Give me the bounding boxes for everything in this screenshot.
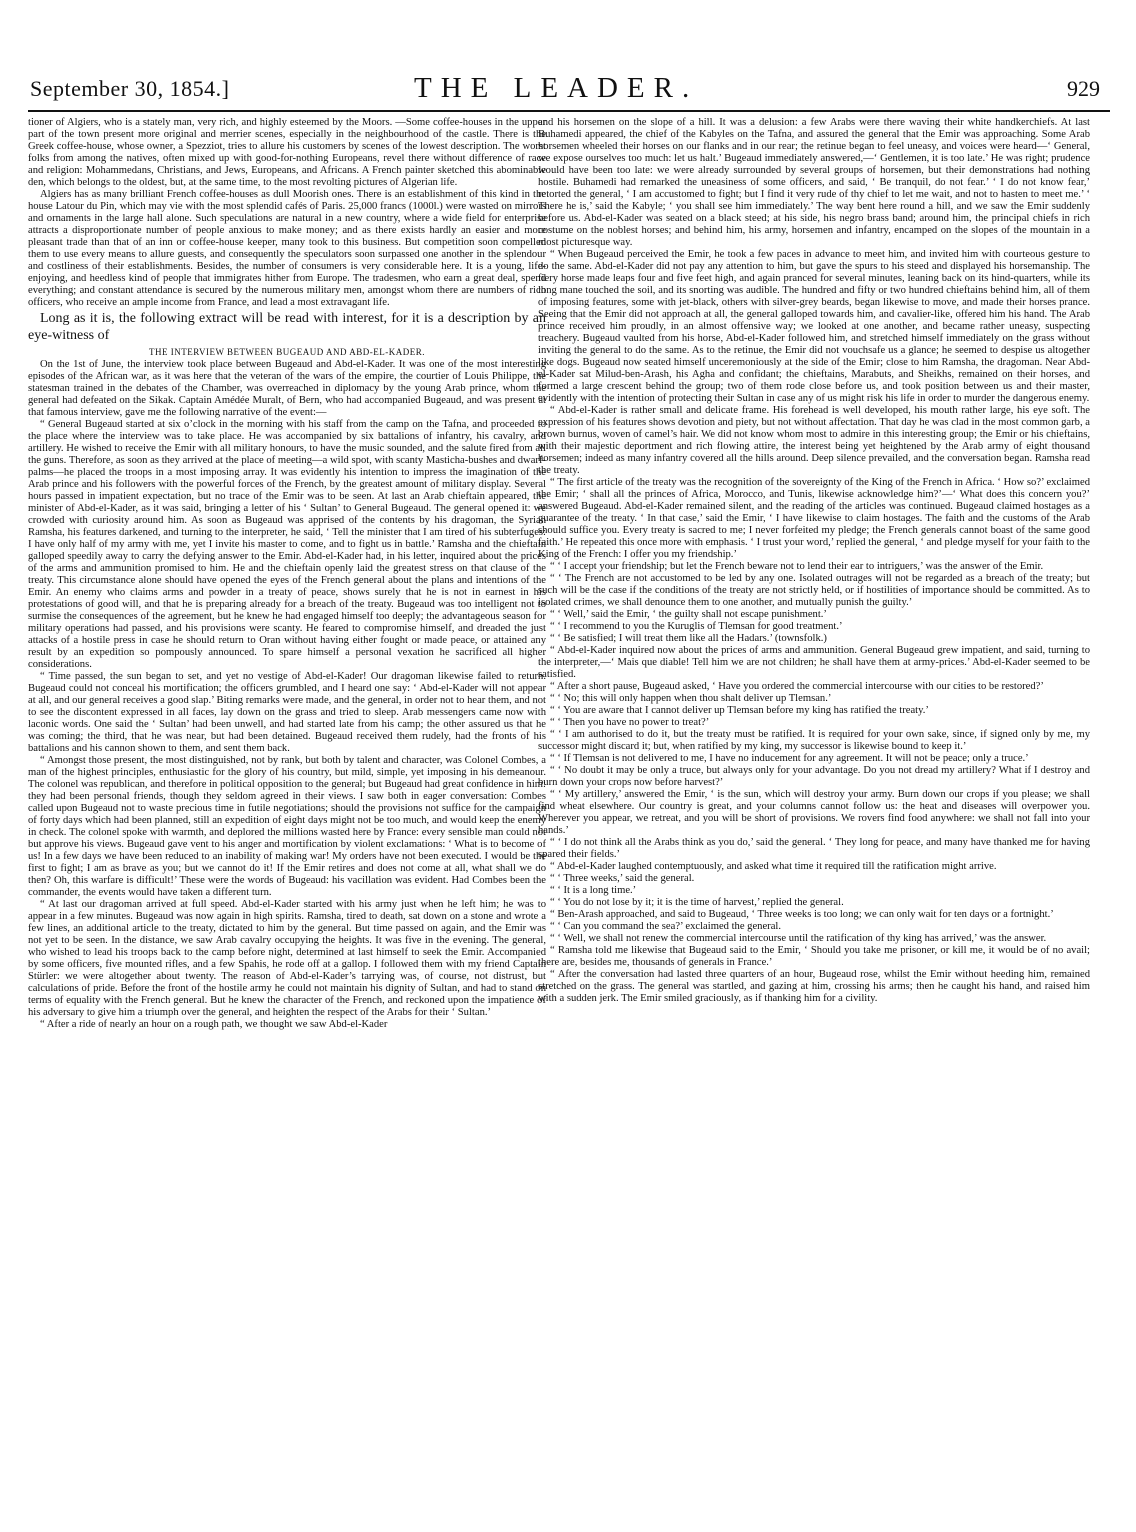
left-column xyxy=(28,117,546,1527)
paragraph: “ Amongst those present, the most distinguished, not by rank, but both by talent and character, was Colonel Combes, a man of the highest principles, enthusiastic for the glory of his country, but mild, simple, yet imposing in his demeanour. The colonel was republican, and therefore in political opposition to the general; but Bugeaud had great confidence in him: they had been personal friends, though they seldom agreed in their views. I saw both in eager conversation: Combes called upon Bugeaud not to waste precious time in futile negotiations; should the provisions not suffice for the campaign of forty days which had been planned, still an expedition of eight days might not be too much, and would keep the enemy in check. The colonel spoke with warmth, and deplored the millions wasted here by France: every sensible man could not but approve his views. Bugeaud gave vent to his anger and mortification by violent exclamations: ‘ What is to become of us! In a few days we have been reduced to an inability of making war! My orders have not been executed. I would be the first to fight; I am as brave as you; but we cannot do it! If the Emir retires and does not come at all, what shall we do then? Oh, this warfare is difficult!’ These were the words of Bugeaud: his vacillation was evident. Had Combes been the commander, the events would have taken a different turn. xyxy=(28,755,546,898)
paragraph: “ ‘ Well, we shall not renew the commercial intercourse until the ratification of thy king has arrived,’ was the answer. xyxy=(550,933,1047,944)
paragraph: “ At last our dragoman arrived at full speed. Abd-el-Kader started with his army just when he left him; he was to appear in a few minutes. Bugeaud was now again in high spirits. Ramsha, tired to death, sat down on a stone and wrote a few lines, an additional article to the treaty, dictated to him by the general. But time passed on again, and the Emir was not yet to be seen. In the distance, we saw Arab cavalry occupying the heights. It was five in the evening. The general, who wished to lead his troops back to the camp before night, determined at last himself to seek the Emir. Accompanied by some officers, five mounted rifles, and a few Spahis, he rode off at a gallop. I followed them with my friend Captain Stürler: we were altogether about twenty. The reason of Abd-el-Kader’s tarrying was, of course, not distrust, but calculations of pride. Before the front of the hostile army he could not maintain his dignity of Sultan, and had to stand on terms of equality with the French general. But he knew the character of the French, and reckoned upon the impatience of his adversary to give him a triumph over the general, and heighten the respect of the Arabs for their ‘ Sultan.’ xyxy=(28,899,546,1018)
newspaper-title: THE LEADER. xyxy=(414,72,699,104)
paragraph: “ ‘ The French are not accustomed to be led by any one. Isolated outrages will not be regarded as a breach of the treaty; but such will be the case if the conditions of the treaty are not strictly held, or if hostilities of importance should be committed. As to isolated crimes, we shall denounce them to one another, and mutually punish the guilty.’ xyxy=(538,573,1090,608)
paragraph: “ The first article of the treaty was the recognition of the sovereignty of the King of the French in Africa. ‘ How so?’ exclaimed the Emir; ‘ shall all the princes of Africa, Morocco, and Tunis, likewise acknowledge him?’—‘ What does this concern you?’ answered Bugeaud. Abd-el-Kader remained silent, and the reading of the articles was continued. Bugeaud claimed hostages as a guarantee of the treaty. ‘ In that case,’ said the Emir, ‘ I have likewise to claim hostages. The faith and the customs of the Arab should suffice you. Every treaty is sacred to me; I never forfeited my pledge; the French generals cannot boast of the same good faith.’ He repeated this once more with emphasis. ‘ I trust your word,’ replied the general, ‘ and pledge myself for your faith to the King of the French: I offer you my friendship.’ xyxy=(538,477,1090,560)
right-column xyxy=(538,117,1090,1527)
issue-date: September 30, 1854.] xyxy=(30,76,230,101)
paragraph: tioner of Algiers, who is a stately man, very rich, and highly esteemed by the Moors. —Some coffee-houses in the upper part of the town present more original and merrier scenes, especially in the neighbourhood of the castle. There is the Greek coffee-house, whose owner, a Spezziot, tries to allure his customers by scenes of the lowest description. The worst folks from among the natives, often mixed up with good-for-nothing Europeans, revel there without difference of race and religion: Mohammedans, Christians, and Jews, Europeans, and Africans. A French painter sketched this abominable den, which belongs to the oldest, but, at the same time, to the most revolting pictures of Algerian life. xyxy=(28,117,546,188)
intro-paragraph: Long as it is, the following extract will be read with interest, for it is a description by an eye-witness of xyxy=(28,311,546,343)
paragraph: “ After the conversation had lasted three quarters of an hour, Bugeaud rose, whilst the Emir without heeding him, remained stretched on the grass. The general was startled, and gazing at him, crossing his arms; then he caught his hand, and raised him with a sudden jerk. The Emir smiled graciously, as if thanking him for a civility. xyxy=(538,969,1090,1004)
paragraph: “ ‘ I do not think all the Arabs think as you do,’ said the general. ‘ They long for peace, and many have thanked me for having spared their fields.’ xyxy=(538,837,1090,860)
paragraph: “ ‘ I am authorised to do it, but the treaty must be ratified. It is required for your own sake, since, if signed only by me, my successor might discard it; but, when ratified by my king, my successor is likewise bound to keep it.’ xyxy=(538,729,1090,752)
paragraph: “ Abd-el-Kader is rather small and delicate frame. His forehead is well developed, his mouth rather large, his eye soft. The expression of his features shows devotion and piety, but not without affectation. That day he was clad in the most common garb, a brown burnus, woven of camel’s hair. We did not know whom most to admire in this interesting group; the Emir or his chieftains, with their majestic deportment and rich flowing attire, the interest being yet heightened by the Arab army of eight thousand horsemen; indeed as many infantry covered all the hills around. Deep silence prevailed, and the conversation began. Ramsha read the treaty. xyxy=(538,405,1090,476)
paragraph: “ General Bugeaud started at six o’clock in the morning with his staff from the camp on the Tafna, and proceeded to the place where the interview was to take place. He was accompanied by six battalions of infantry, his cavalry, and artillery. He wished to receive the Emir with all military honours, to have the music sounded, and the salute fired from all the guns. Therefore, as soon as they arrived at the place of meeting—a wild spot, with scanty Masticha-bushes and dwarf-palms—he placed the troops in a most imposing array. It was evidently his intention to impress the imagination of the Arab prince and his followers with the powerful forces of the French, by the greatest amount of military display. Several hours passed in impatient expectation, but no trace of the Emir was to be seen. At last an Arab chieftain appeared, the minister of Abd-el-Kader, as it was said, bringing a letter of his ‘ Sultan’ to General Bugeaud. The general opened it: we crowded with curiosity around him. As soon as Bugeaud was apprised of the contents by his dragoman, the Syrian Ramsha, his features darkened, and turning to the interpreter, he said, ‘ Tell the minister that I am tired of his subterfuges: I have only half of my army with me, yet I invite his master to come, and to fight us in battle.’ Ramsha and the chieftain galloped speedily away to carry the defying answer to the Emir. Abd-el-Kader had, in his letter, inquired about the prices of the arms and ammunition promised to him. He and the chieftain openly laid the greatest stress on that clause of the treaty. This circumstance alone should have opened the eyes of the French general about the plans and intentions of the Emir. An enemy who claims arms and powder in a treaty of peace, shows surely that he is not in earnest in his protestations of good will, and that he is preparing already for a breach of the treaty. Bugeaud was too intelligent not to surmise the consequences of the agreement, but he knew he had engaged himself too deeply; the advantageous season for military operations had passed, and his provisions were scanty. He feared to compromise himself, and dreaded the just attacks of a hostile press in case he should return to Oran without having either fought or made peace, or attained any result by an expedition so pompously announced. To spare himself a personal vexation he sacrificed all higher considerations. xyxy=(28,419,546,670)
masthead xyxy=(28,72,1110,108)
paragraph: “ ‘ I accept your friendship; but let the French beware not to lend their ear to intriguers,’ was the answer of the Emir. xyxy=(550,561,1044,572)
page-number: 929 xyxy=(1067,76,1100,101)
paragraph: “ ‘ You are aware that I cannot deliver up Tlemsan before my king has ratified the treaty.’ xyxy=(550,705,929,716)
paragraph: “ ‘ You do not lose by it; it is the time of harvest,’ replied the general. xyxy=(550,897,844,908)
paragraph: On the 1st of June, the interview took place between Bugeaud and Abd-el-Kader. It was one of the most interesting episodes of the African war, as it was here that the veteran of the wars of the empire, the courtier of Louis Philippe, the statesman trained in the debates of the Chamber, was overreached in diplomacy by the young Arab prince, whom the general had defeated on the Sikak. Captain Amédée Muralt, of Bern, who had accompanied Bugeaud, and was present at that famous interview, gave me the following narrative of the event:— xyxy=(28,359,546,418)
paragraph: “ Abd-el-Kader inquired now about the prices of arms and ammunition. General Bugeaud grew impatient, and said, turning to the interpreter,—‘ Mais que diable! Tell him we are not children; he shall have them at army-prices.’ Abd-el-Kader seemed to be satisfied. xyxy=(538,645,1090,680)
paragraph: “ ‘ No; this will only happen when thou shalt deliver up Tlemsan.’ xyxy=(550,693,832,704)
paragraph: “ Time passed, the sun began to set, and yet no vestige of Abd-el-Kader! Our dragoman likewise failed to return. Bugeaud could not conceal his mortification; the officers grumbled, and I heard one say: ‘ Abd-el-Kader will not appear at all, and our general receives a good slap.’ Biting remarks were made, and the general, in order not to hear them, and not to see the discontent expressed in all faces, lay down on the grass and tried to sleep. Arab messengers came now with laconic words. One said the ‘ Sultan’ had been unwell, and had started late from his camp; the other assured us that he was coming; the third, that he was near, but had been detained. Bugeaud received them rudely, had the fronts of his battalions and his cannon shown to them, and sent them back. xyxy=(28,671,546,754)
paragraph: “ ‘ No doubt it may be only a truce, but always only for your advantage. Do you not dread my artillery? What if I destroy and burn down your crops now before harvest?’ xyxy=(538,765,1090,788)
paragraph: “ Abd-el-Kader laughed contemptuously, and asked what time it required till the ratification might arrive. xyxy=(550,861,997,872)
paragraph: “ ‘ Three weeks,’ said the general. xyxy=(550,873,695,884)
paragraph: “ ‘ My artillery,’ answered the Emir, ‘ is the sun, which will destroy your army. Burn down our crops if you please; we shall find wheat elsewhere. Our country is great, and your columns cannot follow us: the heat and diseases will overpower you. Wherever you appear, we retreat, and you will be short of provisions. We rovers find food anywhere: we shall not fall into your hands.’ xyxy=(538,789,1090,836)
paragraph: “ ‘ If Tlemsan is not delivered to me, I have no inducement for any agreement. It will not be peace; only a truce.’ xyxy=(550,753,1029,764)
paragraph: “ ‘ Be satisfied; I will treat them like all the Hadars.’ (townsfolk.) xyxy=(550,633,827,644)
masthead-rule xyxy=(28,110,1110,112)
paragraph: “ When Bugeaud perceived the Emir, he took a few paces in advance to meet him, and invited him with courteous gesture to do the same. Abd-el-Kader did not pay any attention to him, but gave the spurs to his steed and displayed his horsemanship. The fiery horse made leaps four and five feet high, and again pranced for several minutes, leaning back on its hind-quarters, while its long mane touched the soil, and its snorting was audible. The hundred and fifty or two hundred chieftains behind him, all of them of imposing features, some with jet-black, others with silver-grey beards, began likewise to move, and made their horses prance. Seeing that the Emir did not approach at all, the general galloped towards him, and cavalier-like, offered him his hand. The Arab prince received him proudly, in an almost offensive way; we looked at one another, and became rather uneasy, suspecting treachery. Bugeaud vaulted from his horse, Abd-el-Kader followed him, and stretched himself immediately on the grass without inviting the general to do the same. As to the retinue, the Emir did not vouchsafe us a glance; he seemed to despise us altogether like dogs. Bugeaud now seated himself unceremoniously at the side of the Emir; close to him Ramsha, the dragoman. Near Abd-el-Kader sat Milud-ben-Arash, his Agha and confidant; the chieftains, Marabuts, and Sheikhs, remained on their horses, and formed a large crescent behind the group; two of them rode close before us, and took position between us and their master, evidently with the intention of protecting their Sultan in case any of us might risk his life in order to murder the dangerous enemy. xyxy=(538,249,1090,404)
paragraph: “ ‘ I recommend to you the Kuruglis of Tlemsan for good treatment.’ xyxy=(550,621,843,632)
paragraph: and his horsemen on the slope of a hill. It was a delusion: a few Arabs were there waving their white handkerchiefs. At last Buhamedi appeared, the chief of the Kabyles on the Tafna, and assured the general that the Emir was approaching. Some Arab horsemen wheeled their horses on our flanks and in our rear; the retinue began to feel uneasy, and voices were heard—‘ General, we expose ourselves too much: let us halt.’ Bugeaud immediately answered,—‘ Gentlemen, it is too late.’ He was right; prudence would have been too late: we were already surrounded by several groups of horsemen, but their demonstrations had nothing hostile. Buhamedi had remarked the uneasiness of some officers, and said, ‘ Be tranquil, do not fear.’ ‘ I do not know fear,’ retorted the general, ‘ I am accustomed to fight; but I find it very rude of thy chief to let me wait, and not to hasten to meet me.’ ‘ There he is,’ said the Kabyle; ‘ you shall see him immediately.’ The way bent here round a hill, and we saw the Emir suddenly before us. Abd-el-Kader was seated on a black steed; at his side, his negro brass band; around him, the principal chiefs in rich costume on the noblest horses; and behind him, his army, horsemen and infantry, encamped on the slopes of the mountain in a most picturesque way. xyxy=(538,117,1090,248)
paragraph: “ ‘ It is a long time.’ xyxy=(550,885,637,896)
paragraph: “ ‘ Can you command the sea?’ exclaimed the general. xyxy=(550,921,781,932)
paragraph: “ After a ride of nearly an hour on a rough path, we thought we saw Abd-el-Kader xyxy=(40,1019,388,1030)
paragraph: “ ‘ Well,’ said the Emir, ‘ the guilty shall not escape punishment.’ xyxy=(550,609,827,620)
paragraph: “ After a short pause, Bugeaud asked, ‘ Have you ordered the commercial intercourse with our cities to be restored?’ xyxy=(550,681,1044,692)
paragraph: “ ‘ Then you have no power to treat?’ xyxy=(550,717,710,728)
paragraph: Algiers has as many brilliant French coffee-houses as dull Moorish ones. There is an establishment of this kind in the house Latour du Pin, which may vie with the most splendid cafés of Paris. 25,000 francs (1000l.) were wasted on mirrors and ornaments in the large hall alone. Such speculations are natural in a new country, where a wide field for enterprise attracts a disproportionate number of people anxious to make money; and as there exists hardly an easier and more pleasant trade than that of an inn or coffee-house keeper, many took to this business. But competition soon compelled them to use every means to allure guests, and consequently the speculators soon surpassed one another in the splendour and costliness of their establishments. Besides, the number of consumers is very considerable here. It is a young, life-enjoying, and heedless kind of people that immigrates hither from Europe. The tradesmen, who earn a great deal, spend everything; and constant attendance is secured by the numerous military men, amongst whom there are numbers of rich officers, who receive an ample income from France, and lead a most extravagant life. xyxy=(28,189,546,308)
paragraph: “ Ramsha told me likewise that Bugeaud said to the Emir, ‘ Should you take me prisoner, or kill me, it would be of no avail; there are, besides me, thousands of generals in France.’ xyxy=(538,945,1090,968)
paragraph: “ Ben-Arash approached, and said to Bugeaud, ‘ Three weeks is too long; we can only wait for ten days or a fortnight.’ xyxy=(550,909,1054,920)
section-heading: THE INTERVIEW BETWEEN BUGEAUD AND ABD-EL-KADER. xyxy=(148,347,426,357)
